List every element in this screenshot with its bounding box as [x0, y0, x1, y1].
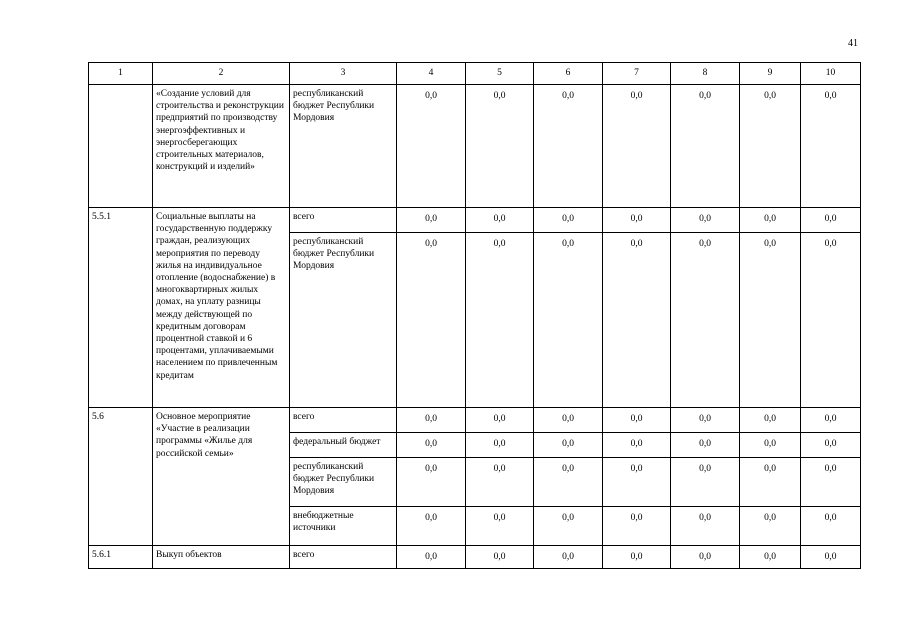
column-header: 5 [466, 63, 534, 85]
item-code: 5.6 [89, 408, 153, 546]
value-cell: 0,0 [534, 85, 603, 208]
value-cell: 0,0 [740, 458, 801, 507]
value-cell: 0,0 [801, 546, 861, 569]
value-cell: 0,0 [671, 233, 740, 408]
value-cell: 0,0 [466, 408, 534, 433]
value-cell: 0,0 [397, 208, 466, 233]
column-header: 6 [534, 63, 603, 85]
funding-source: внебюджетные источники [290, 507, 397, 546]
value-cell: 0,0 [466, 233, 534, 408]
column-header: 2 [153, 63, 290, 85]
value-cell: 0,0 [397, 433, 466, 458]
value-cell: 0,0 [740, 507, 801, 546]
item-name: Основное мероприятие «Участие в реализации программы «Жилье для российской семьи» [153, 408, 290, 546]
value-cell: 0,0 [603, 433, 671, 458]
value-cell: 0,0 [801, 408, 861, 433]
value-cell: 0,0 [740, 546, 801, 569]
value-cell: 0,0 [466, 433, 534, 458]
value-cell: 0,0 [534, 458, 603, 507]
column-header: 1 [89, 63, 153, 85]
value-cell: 0,0 [603, 233, 671, 408]
value-cell: 0,0 [801, 458, 861, 507]
value-cell: 0,0 [740, 433, 801, 458]
item-name: Выкуп объектов [153, 546, 290, 569]
value-cell: 0,0 [603, 507, 671, 546]
value-cell: 0,0 [397, 233, 466, 408]
value-cell: 0,0 [740, 85, 801, 208]
value-cell: 0,0 [740, 233, 801, 408]
value-cell: 0,0 [603, 458, 671, 507]
funding-source: всего [290, 546, 397, 569]
value-cell: 0,0 [671, 546, 740, 569]
value-cell: 0,0 [801, 85, 861, 208]
value-cell: 0,0 [740, 208, 801, 233]
table-row [89, 85, 861, 208]
value-cell: 0,0 [397, 408, 466, 433]
value-cell: 0,0 [671, 208, 740, 233]
value-cell: 0,0 [801, 507, 861, 546]
value-cell: 0,0 [466, 546, 534, 569]
value-cell: 0,0 [534, 433, 603, 458]
value-cell: 0,0 [534, 507, 603, 546]
value-cell: 0,0 [671, 433, 740, 458]
value-cell: 0,0 [534, 233, 603, 408]
value-cell: 0,0 [740, 408, 801, 433]
value-cell: 0,0 [671, 85, 740, 208]
value-cell: 0,0 [671, 408, 740, 433]
header-row [89, 63, 861, 85]
item-code: 5.5.1 [89, 208, 153, 408]
column-header: 9 [740, 63, 801, 85]
value-cell: 0,0 [534, 208, 603, 233]
funding-source: республиканский бюджет Республики Мордовия [290, 233, 397, 408]
budget-table [88, 62, 861, 569]
funding-source: федеральный бюджет [290, 433, 397, 458]
item-name: Социальные выплаты на государственную поддержку граждан, реализующих мероприятия по переводу жилья на индивидуальное отопление (водоснабжение) в многоквартирных жилых домах, на уплату разницы между действующей по кредитным договорам процентной ставкой и 6 процентами, уплачиваемыми населением по привлеченным кредитам [153, 208, 290, 408]
value-cell: 0,0 [466, 85, 534, 208]
value-cell: 0,0 [397, 546, 466, 569]
column-header: 10 [801, 63, 861, 85]
funding-source: всего [290, 208, 397, 233]
value-cell: 0,0 [397, 507, 466, 546]
value-cell: 0,0 [466, 208, 534, 233]
value-cell: 0,0 [603, 546, 671, 569]
funding-source: всего [290, 408, 397, 433]
value-cell: 0,0 [397, 85, 466, 208]
funding-source: республиканский бюджет Республики Мордовия [290, 85, 397, 208]
value-cell: 0,0 [603, 85, 671, 208]
item-code [89, 85, 153, 208]
value-cell: 0,0 [603, 408, 671, 433]
value-cell: 0,0 [671, 507, 740, 546]
value-cell: 0,0 [534, 408, 603, 433]
value-cell: 0,0 [534, 546, 603, 569]
item-name: «Создание условий для строительства и реконструкции предприятий по производству энергоэффективных и энергосберегающих строительных материалов, конструкций и изделий» [153, 85, 290, 208]
value-cell: 0,0 [801, 233, 861, 408]
value-cell: 0,0 [801, 433, 861, 458]
column-header: 8 [671, 63, 740, 85]
funding-source: республиканский бюджет Республики Мордовия [290, 458, 397, 507]
value-cell: 0,0 [397, 458, 466, 507]
value-cell: 0,0 [603, 208, 671, 233]
value-cell: 0,0 [801, 208, 861, 233]
item-code: 5.6.1 [89, 546, 153, 569]
value-cell: 0,0 [671, 458, 740, 507]
table-row [89, 408, 861, 433]
page-number: 41 [848, 38, 858, 49]
column-header: 4 [397, 63, 466, 85]
value-cell: 0,0 [466, 458, 534, 507]
column-header: 3 [290, 63, 397, 85]
table-row [89, 546, 861, 569]
column-header: 7 [603, 63, 671, 85]
value-cell: 0,0 [466, 507, 534, 546]
table-row [89, 208, 861, 233]
